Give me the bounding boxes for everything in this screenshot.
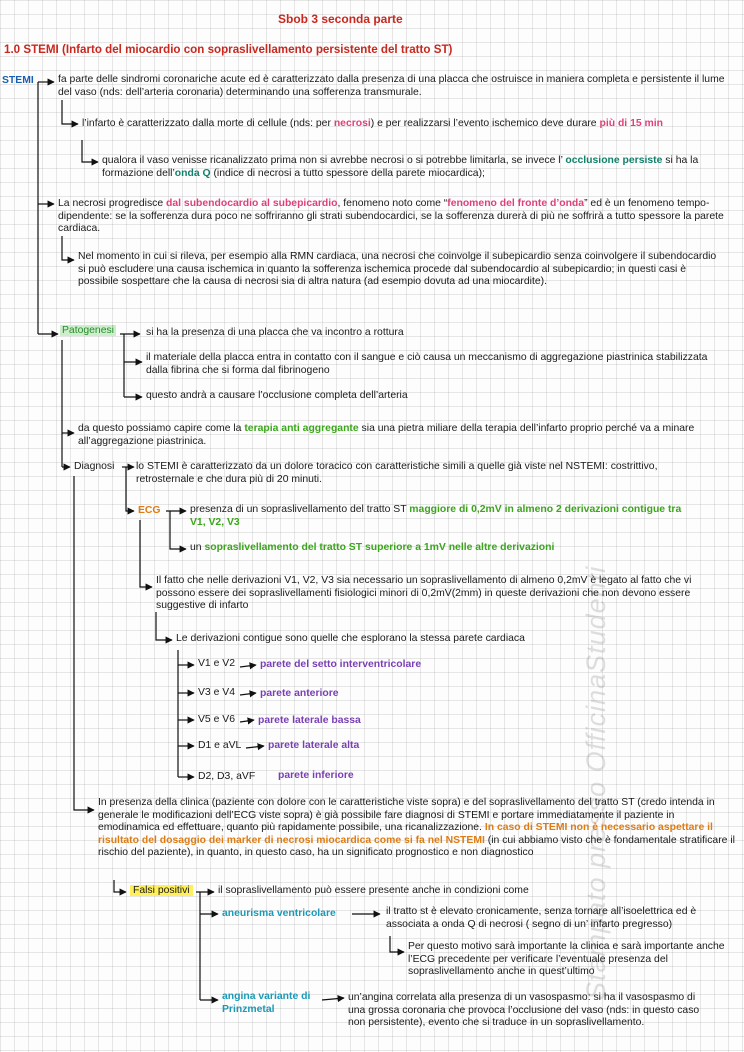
paragraph-therapy: da questo possiamo capire come la terapia anti aggregante sia una pietra miliare della terapia dell’infarto proprio perché va a minare all’aggregazione piastrinica.: [78, 423, 695, 447]
wall-lateral-low: parete laterale bassa: [258, 715, 361, 726]
lead-d2-d3-avf: D2, D3, aVF: [198, 771, 256, 782]
wall-anterior: parete anteriore: [260, 688, 339, 699]
diagnosi-label: Diagnosi: [74, 461, 115, 472]
ecg-contiguous-note: Le derivazioni contigue sono quelle che esplorano la stessa parete cardiaca: [176, 633, 525, 644]
ecg-label: ECG: [138, 505, 161, 516]
patogenesi-label: Patogenesi: [62, 325, 114, 336]
diagnosi-pain: lo STEMI è caratterizzato da un dolore toracico con caratteristiche simili a quelle già viste nel NSTEMI: costrittivo, retrosternale e che dura più di 20 minuti.: [136, 461, 658, 485]
aneurisma-note: Per questo motivo sarà importante la clinica e sarà importante anche l’ECG precedente per verificare l’eventuale presenza del sopraslivellamento anche in quest’ultimo: [408, 941, 725, 978]
patogenesi-step-3: questo andrà a causare l’occlusione completa dell’arteria: [146, 390, 408, 401]
aneurisma-description: il tratto st è elevato cronicamente, senza tornare all’isoelettrica ed è associata a onda Q di necrosi ( segno di un’ infarto pregresso): [386, 906, 697, 930]
lead-d1-avl: D1 e aVL: [198, 740, 242, 751]
page-title: Sbob 3 seconda parte: [278, 12, 403, 26]
angina-label: angina variante di Prinzmetal: [222, 991, 311, 1015]
ecg-criterion-1: presenza di un sopraslivellamento del tratto ST maggiore di 0,2mV in almeno 2 derivazioni contigue tra V1, V2, V3: [190, 504, 682, 528]
watermark: Stampato presso OfficinaStudenti: [581, 565, 611, 1000]
lead-v1-v2: V1 e V2: [198, 658, 235, 669]
wall-inferior: parete inferiore: [278, 770, 354, 781]
paragraph-occlusion: qualora il vaso venisse ricanalizzato prima non si avrebbe necrosi o si potrebbe limitarla, se invece l’ occlusione persiste si ha la formazione dell’onda Q (indice di necrosi a tutto spessore della parete miocardica);: [102, 155, 699, 179]
patogenesi-step-2: il materiale della placca entra in contatto con il sangue e ciò causa un meccanismo di aggregazione piastrinica stabilizzata dalla fibrina che si forma dal fibrinogeno: [146, 352, 708, 376]
ecg-criterion-2: un sopraslivellamento del tratto ST superiore a 1mV nelle altre derivazioni: [190, 542, 555, 553]
paragraph-clinical-diagnosis: In presenza della clinica (paziente con dolore con le caratteristiche viste sopra) e del sopraslivellamento del tratto ST (credo intenda in generale le modificazioni dell’ECG viste sopra) è già possibile fare diagnosi di STEMI e portare immediatamente il paziente in emodinamica ed effettuare, quanto più rapidamente possibile, una ricanalizzazione. In caso di STEMI non è necessario aspettare il risultato del dosaggio dei marker di necrosi miocardica come si fa nel NSTEMI (in cui abbiamo visto che è fondamentale stratificare il rischio del paziente), in quanto, in questo caso, ha un significato prognostico e non diagnostico: [98, 797, 735, 859]
paragraph-wavefront: La necrosi progredisce dal subendocardio al subepicardio, fenomeno noto come “fenomeno del fronte d’onda” ed è un fenomeno tempo-dipendente: se la sofferenza dura poco ne soffriranno gli strati subendocardici, se la sofferenza durerà di più ne soffrirà a tutto spessore la parete cardiaca.: [58, 198, 724, 235]
paragraph-definition: fa parte delle sindromi coronariche acute ed è caratterizzato dalla presenza di una placca che ostruisce in maniera completa e persistente il lume del vaso (nds: dell’arteria coronaria) determinando una sofferenza transmurale.: [58, 74, 725, 98]
paragraph-necrosis: l’infarto è caratterizzato dalla morte di cellule (nds: per necrosi) e per realizzarsi l’evento ischemico deve durare più di 15 min: [82, 118, 663, 129]
wall-septal: parete del setto interventricolare: [260, 659, 422, 670]
aneurisma-label: aneurisma ventricolare: [222, 908, 336, 919]
lead-v5-v6: V5 e V6: [198, 714, 235, 725]
falsi-positivi-intro: il sopraslivellamento può essere presente anche in condizioni come: [218, 885, 529, 896]
patogenesi-step-1: si ha la presenza di una placca che va incontro a rottura: [146, 327, 404, 338]
paragraph-rmn: Nel momento in cui si rileva, per esempio alla RMN cardiaca, una necrosi che coinvolge il subepicardio senza coinvolgere il subendocardio si può escludere una causa ischemica in quanto la sofferenza ischemica procede dal subendocardio al subepicardio; in questi casi è possibile sospettare che la causa di necrosi sia di altra natura (ad esempio dovuta ad una miocardite).: [78, 251, 717, 288]
ecg-physiological-note: Il fatto che nelle derivazioni V1, V2, V3 sia necessario un sopraslivellamento di almeno 0,2mV è legato al fatto che vi possono essere dei sopraslivellamenti fisiologici minori di 0,2mV(2mm) in queste derivazioni che non devono essere suggestive di infarto: [156, 575, 692, 612]
stemi-label: STEMI: [2, 75, 34, 86]
falsi-positivi-label: Falsi positivi: [130, 885, 193, 898]
angina-description: un’angina correlata alla presenza di un vasospasmo: si ha il vasospasmo di una grossa coronaria che provoca l’occlusione del vaso (nds: in questo caso non persistente), evento che si traduce in un sopraslivellamento.: [348, 992, 700, 1029]
section-heading: 1.0 STEMI (Infarto del miocardio con sopraslivellamento persistente del tratto ST): [4, 43, 453, 56]
lead-v3-v4: V3 e V4: [198, 687, 235, 698]
wall-lateral-high: parete laterale alta: [268, 740, 360, 751]
